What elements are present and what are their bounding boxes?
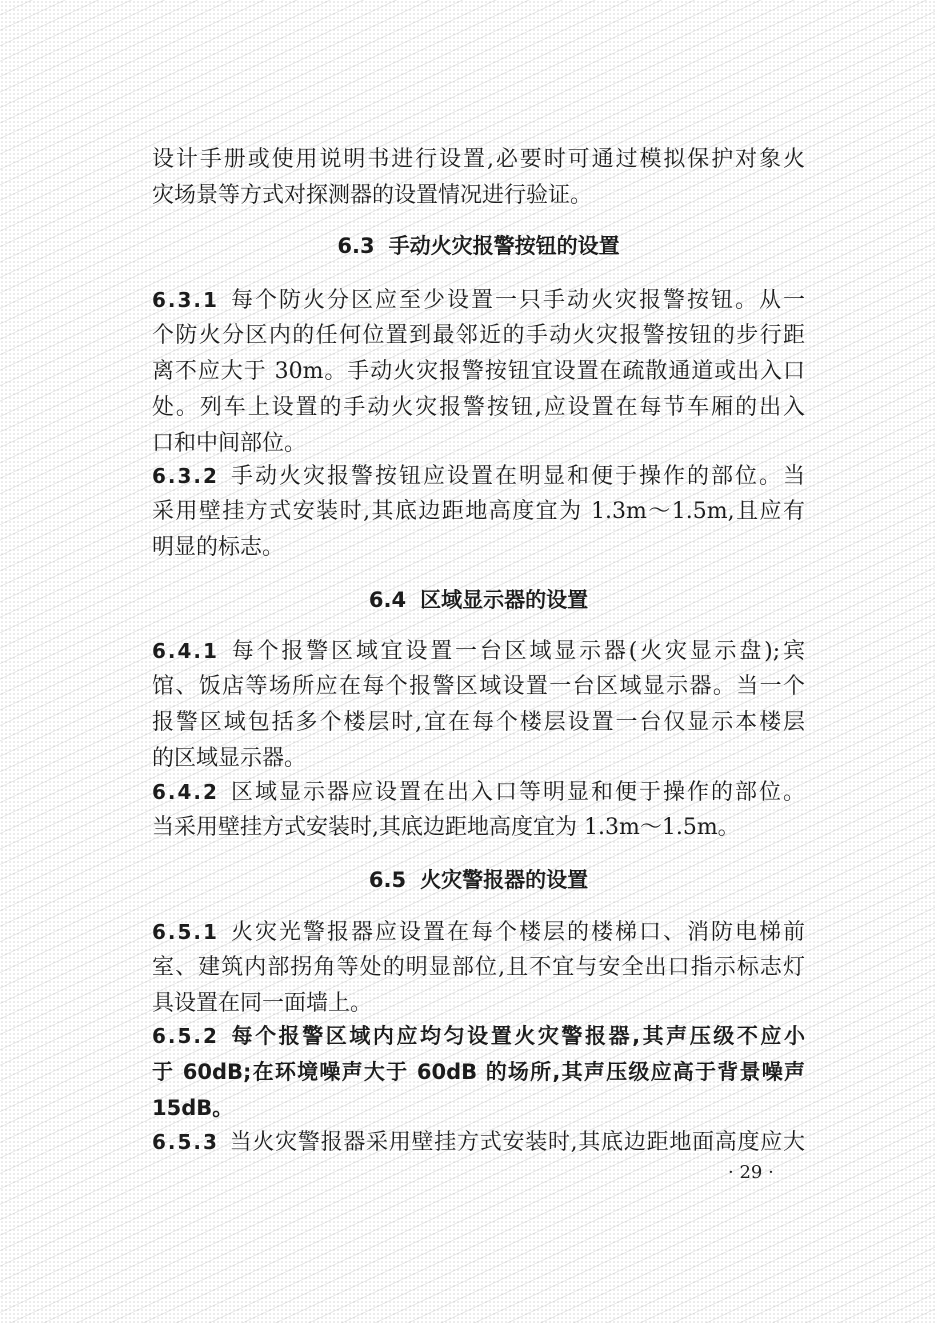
section-title: 火灾警报器的设置 <box>420 868 589 892</box>
clause-number: 6.4.2 <box>152 780 219 804</box>
clause-6-3-1-line-5: 口和中间部位。 <box>152 431 307 456</box>
intro-line-1: 设计手册或使用说明书进行设置,必要时可通过模拟保护对象火 <box>152 147 805 172</box>
clause-6-5-1-line-3: 具设置在同一面墙上。 <box>152 991 373 1016</box>
clause-6-4-1-line-4: 的区域显示器。 <box>152 746 307 771</box>
clause-number: 6.3.2 <box>152 464 219 488</box>
clause-6-5-2-line-2: 于 60dB;在环境噪声大于 60dB 的场所,其声压级应高于背景噪声 <box>152 1060 805 1084</box>
section-title: 手动火灾报警按钮的设置 <box>388 234 620 258</box>
clause-6-5-2-line-1: 6.5.2 每个报警区域内应均匀设置火灾警报器,其声压级不应小 <box>152 1024 805 1048</box>
clause-6-3-1-line-3: 离不应大于 30m。手动火灾报警按钮宜设置在疏散通道或出入口 <box>152 359 805 384</box>
clause-6-3-1-line-1: 6.3.1 每个防火分区应至少设置一只手动火灾报警按钮。从一 <box>152 288 805 313</box>
clause-number: 6.5.3 <box>152 1130 219 1154</box>
clause-6-3-2-line-1: 6.3.2 手动火灾报警按钮应设置在明显和便于操作的部位。当 <box>152 464 805 489</box>
clause-number: 6.5.1 <box>152 920 219 944</box>
section-number: 6.3 <box>337 234 375 258</box>
clause-6-4-1-line-1: 6.4.1 每个报警区域宜设置一台区域显示器(火灾显示盘);宾 <box>152 639 805 664</box>
clause-6-5-2-line-3: 15dB。 <box>152 1096 234 1120</box>
section-heading-6-4 <box>152 582 805 618</box>
clause-number: 6.4.1 <box>152 639 219 663</box>
clause-6-5-1-line-2: 室、建筑内部拐角等处的明显部位,且不宜与安全出口指示标志灯 <box>152 955 805 980</box>
section-number: 6.4 <box>368 588 407 612</box>
clause-6-3-2-line-3: 明显的标志。 <box>152 535 285 560</box>
clause-6-4-1-line-2: 馆、饭店等场所应在每个报警区域设置一台区域显示器。当一个 <box>152 674 805 699</box>
clause-6-5-3-line-1: 6.5.3 当火灾警报器采用壁挂方式安装时,其底边距地面高度应大 <box>152 1130 805 1155</box>
clause-6-4-1-line-3: 报警区域包括多个楼层时,宜在每个楼层设置一台仅显示本楼层 <box>152 710 805 735</box>
clause-6-4-2-line-2: 当采用壁挂方式安装时,其底边距地高度宜为 1.3m～1.5m。 <box>152 815 740 840</box>
section-title: 区域显示器的设置 <box>420 588 589 612</box>
clause-6-4-2-line-1: 6.4.2 区域显示器应设置在出入口等明显和便于操作的部位。 <box>152 780 805 805</box>
page-number: · 29 · <box>728 1162 774 1183</box>
clause-6-3-1-line-2: 个防火分区内的任何位置到最邻近的手动火灾报警按钮的步行距 <box>152 323 805 348</box>
section-number: 6.5 <box>368 868 407 892</box>
section-heading-6-3 <box>152 228 805 264</box>
clause-6-5-1-line-1: 6.5.1 火灾光警报器应设置在每个楼层的楼梯口、消防电梯前 <box>152 920 805 945</box>
clause-number: 6.5.2 <box>152 1024 219 1048</box>
clause-number: 6.3.1 <box>152 288 219 312</box>
intro-line-2: 灾场景等方式对探测器的设置情况进行验证。 <box>152 183 593 208</box>
clause-6-3-1-line-4: 处。列车上设置的手动火灾报警按钮,应设置在每节车厢的出入 <box>152 395 805 420</box>
section-heading-6-5 <box>152 862 805 898</box>
clause-6-3-2-line-2: 采用壁挂方式安装时,其底边距地高度宜为 1.3m～1.5m,且应有 <box>152 499 805 524</box>
